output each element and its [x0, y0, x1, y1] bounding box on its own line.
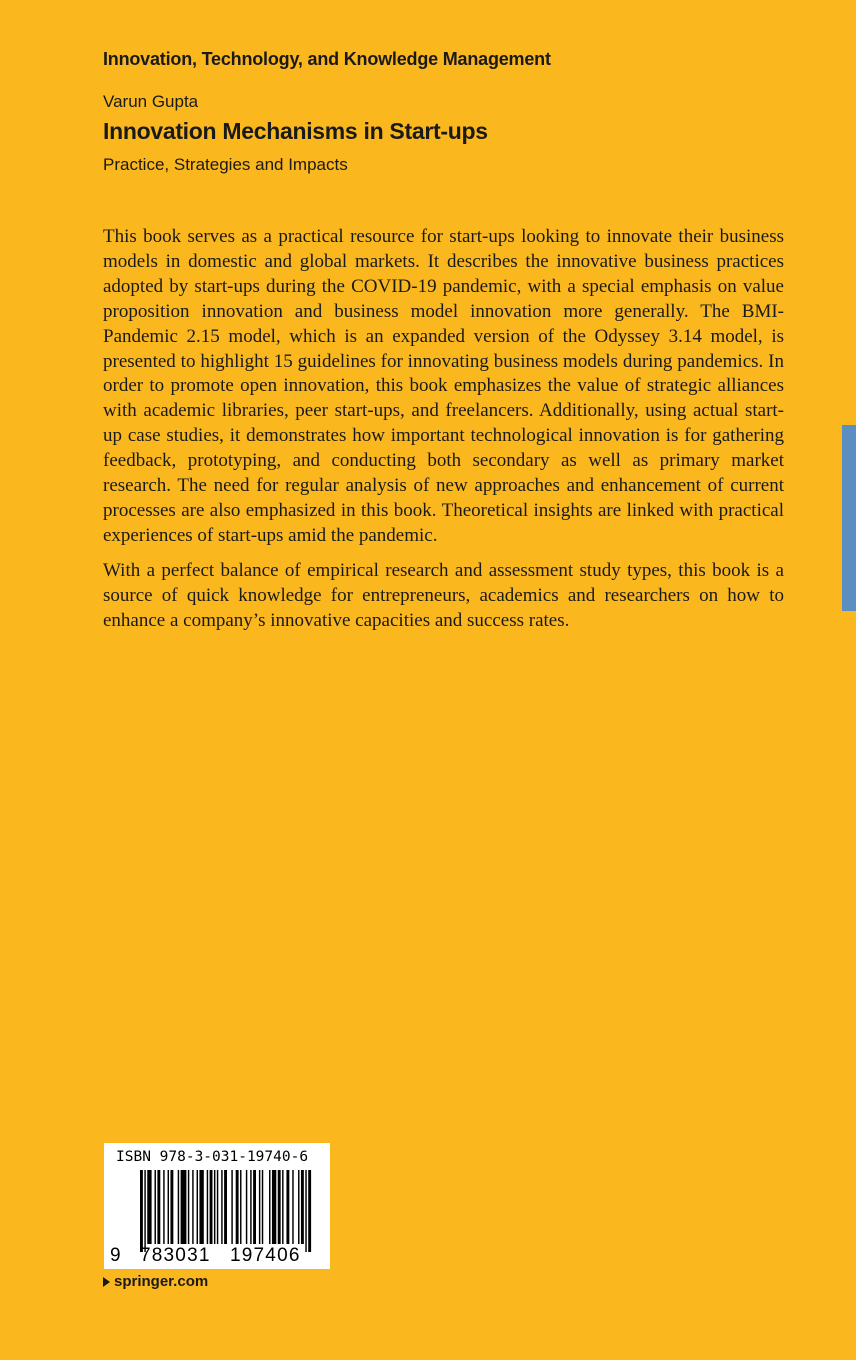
isbn-digit-lead: 9 — [110, 1245, 121, 1266]
author-name: Varun Gupta — [103, 92, 199, 111]
barcode-bar — [210, 1170, 213, 1244]
barcode-bar — [181, 1170, 187, 1244]
barcode-bar — [236, 1170, 239, 1244]
publisher-link[interactable] — [103, 1273, 208, 1290]
isbn-digits-right: 197406 — [230, 1245, 301, 1266]
barcode-bar — [308, 1170, 311, 1252]
book-subtitle: Practice, Strategies and Impacts — [103, 155, 348, 174]
barcode-bar — [286, 1170, 289, 1244]
isbn-digits-left: 783031 — [140, 1245, 211, 1266]
description-paragraph-1: This book serves as a practical resource for start-ups looking to innovate their business models in domestic and global markets. It describes the innovative business practices adopted by start-ups during the COVID-19 pandemic, with a special emphasis on value proposition innovation and business model innovation more generally. The BMI-Pandemic 2.15 model, which is an expanded version of the Odyssey 3.14 model, is presented to highlight 15 guidelines for innovating business models during pandemics. In order to promote open innovation, this book emphasizes the value of strategic alliances with academic libraries, peer start-ups, and freelancers. Additionally, using actual start-up case studies, it demonstrates how important technological innovation is for gathering feedback, prototyping, and conducting both secondary as well as primary market research. The need for regular analysis of new approaches and enhancement of current processes are also emphasized in this book. Theoretical insights are linked with practical experiences of start-ups amid the pandemic. — [103, 226, 784, 546]
barcode-bar — [272, 1170, 276, 1244]
isbn-barcode — [104, 1143, 330, 1269]
barcode-bar — [168, 1170, 169, 1244]
barcode-bar — [231, 1170, 232, 1244]
barcode-bar — [262, 1170, 263, 1244]
book-description — [103, 225, 784, 644]
book-title: Innovation Mechanisms in Start-ups — [103, 118, 488, 144]
barcode-bar — [140, 1170, 143, 1252]
triangle-right-icon — [103, 1277, 110, 1287]
barcode-bar — [157, 1170, 160, 1244]
barcode-bar — [269, 1170, 270, 1244]
barcode-bar — [144, 1170, 145, 1252]
barcode-bar — [282, 1170, 283, 1244]
barcode-bar — [298, 1170, 299, 1244]
side-color-tab — [842, 425, 856, 611]
barcode-bar — [188, 1170, 189, 1244]
isbn-digits — [104, 1245, 330, 1267]
barcode-bar — [305, 1170, 306, 1252]
barcode-bar — [217, 1170, 218, 1244]
barcode-bar — [197, 1170, 198, 1244]
barcode-bar — [214, 1170, 215, 1244]
barcode-bar — [221, 1170, 222, 1244]
series-title: Innovation, Technology, and Knowledge Management — [103, 49, 551, 69]
barcode-bar — [224, 1170, 227, 1244]
barcode-bar — [253, 1170, 256, 1244]
barcode-bar — [259, 1170, 260, 1244]
barcode-bar — [240, 1170, 241, 1244]
barcode-bar — [192, 1170, 193, 1244]
barcode-bar — [250, 1170, 251, 1244]
barcode-bar — [163, 1170, 164, 1244]
barcode-bar — [292, 1170, 293, 1244]
description-paragraph-2: With a perfect balance of empirical research and assessment study types, this book is a source of quick knowledge for entrepreneurs, academics and researchers on how to enhance a company’s innovative capacities and success rates. — [103, 559, 784, 631]
barcode-bar — [155, 1170, 156, 1244]
isbn-label: ISBN 978-3-031-19740-6 — [116, 1149, 309, 1165]
barcode-bar — [199, 1170, 203, 1244]
barcode-bar — [278, 1170, 281, 1244]
barcode-bar — [170, 1170, 173, 1244]
barcode-bar — [207, 1170, 208, 1244]
barcode-bar — [246, 1170, 247, 1244]
barcode-bar — [147, 1170, 151, 1244]
barcode-bar — [301, 1170, 304, 1244]
publisher-website: springer.com — [114, 1273, 209, 1290]
barcode-bar — [178, 1170, 179, 1244]
